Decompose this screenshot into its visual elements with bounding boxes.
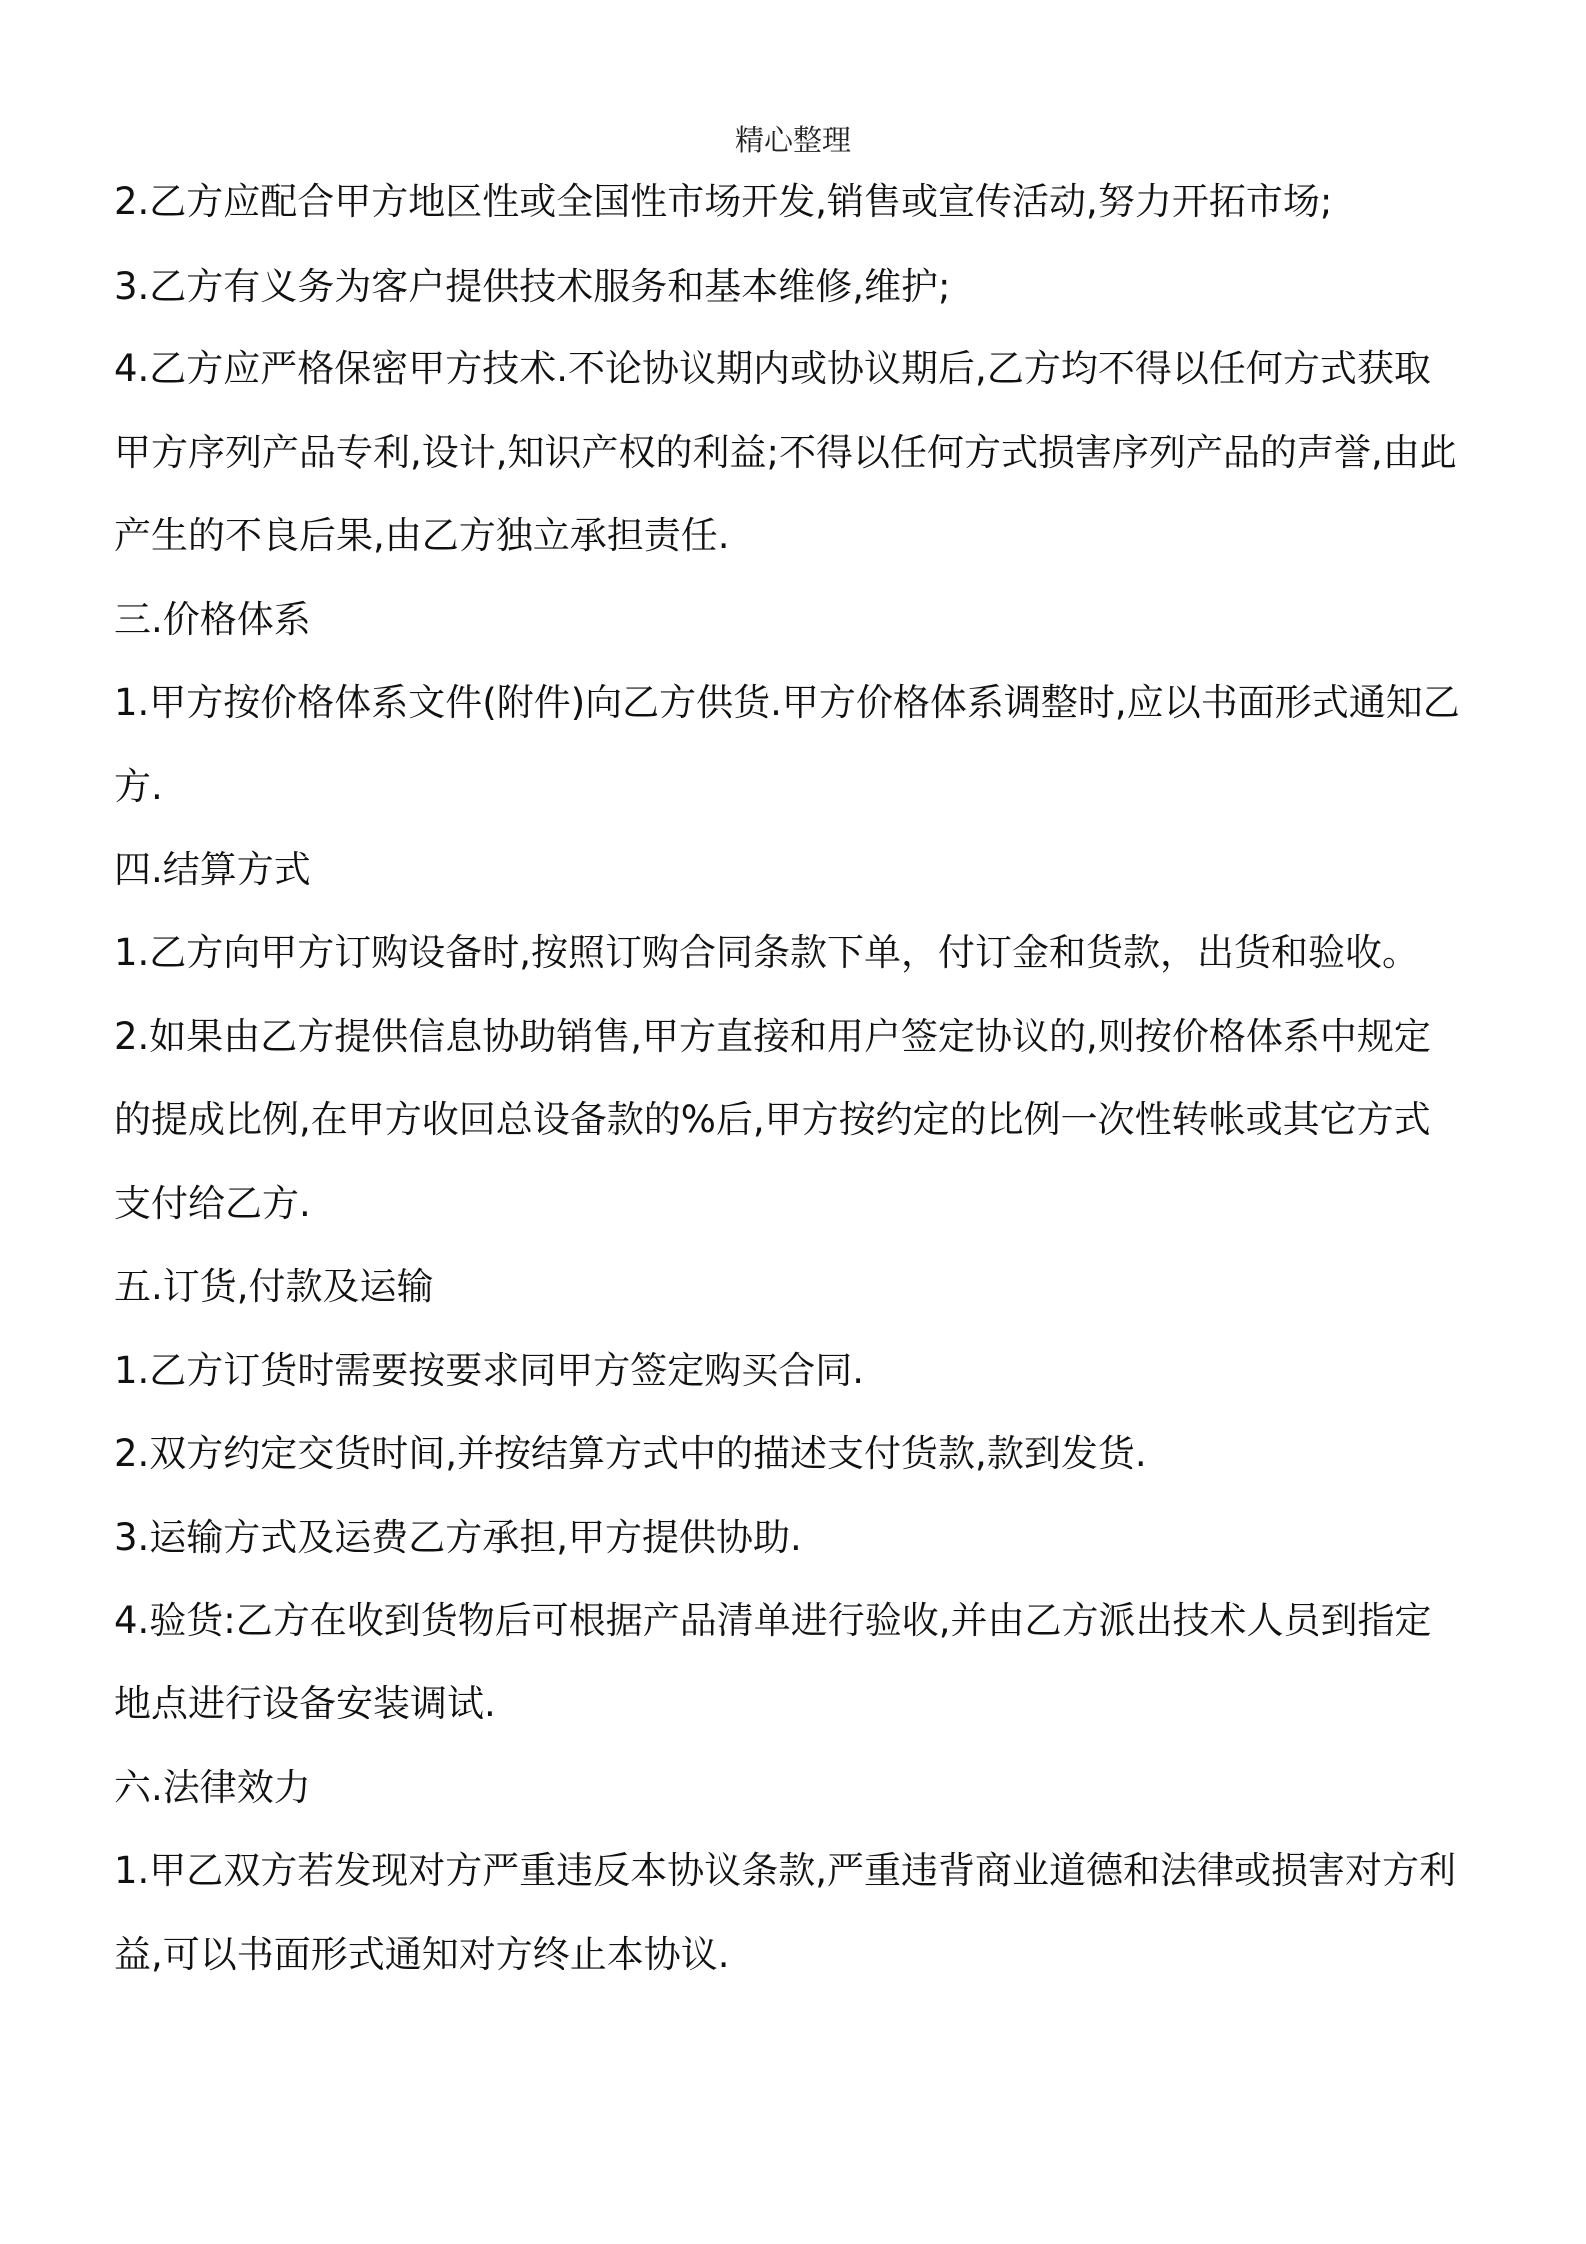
text-line: 1.甲方按价格体系文件(附件)向乙方供货.甲方价格体系调整时,应以书面形式通知乙: [114, 681, 1460, 724]
text-line: 1.甲乙双方若发现对方严重违反本协议条款,严重违背商业道德和法律或损害对方利: [114, 1849, 1457, 1892]
text-line: 1.乙方向甲方订购设备时,按照订购合同条款下单，付订金和货款，出货和验收。: [114, 931, 1420, 974]
section-heading: 六.法律效力: [114, 1766, 311, 1809]
text-line: 2.双方约定交货时间,并按结算方式中的描述支付货款,款到发货.: [114, 1432, 1147, 1475]
text-line: 支付给乙方.: [114, 1182, 311, 1225]
section-heading: 五.订货,付款及运输: [114, 1265, 434, 1308]
text-line: 4.乙方应严格保密甲方技术.不论协议期内或协议期后,乙方均不得以任何方式获取: [114, 347, 1431, 390]
text-line: 产生的不良后果,由乙方独立承担责任.: [114, 514, 730, 557]
text-line: 益,可以书面形式通知对方终止本协议.: [114, 1933, 730, 1976]
text-line: 3.乙方有义务为客户提供技术服务和基本维修,维护;: [114, 265, 951, 308]
text-line: 1.乙方订货时需要按要求同甲方签定购买合同.: [114, 1349, 865, 1392]
text-line: 2.如果由乙方提供信息协助销售,甲方直接和用户签定协议的,则按价格体系中规定: [114, 1015, 1431, 1058]
text-line: 甲方序列产品专利,设计,知识产权的利益;不得以任何方式损害序列产品的声誉,由此: [114, 431, 1457, 474]
text-line: 2.乙方应配合甲方地区性或全国性市场开发,销售或宣传活动,努力开拓市场;: [114, 180, 1333, 223]
text-line: 的提成比例,在甲方收回总设备款的%后,甲方按约定的比例一次性转帐或其它方式: [114, 1098, 1431, 1141]
page-header: 精心整理: [734, 123, 851, 157]
text-line: 4.验货:乙方在收到货物后可根据产品清单进行验收,并由乙方派出技术人员到指定: [114, 1599, 1432, 1642]
text-line: 地点进行设备安装调试.: [114, 1682, 496, 1725]
text-line: 3.运输方式及运费乙方承担,甲方提供协助.: [114, 1516, 802, 1559]
section-heading: 三.价格体系: [114, 598, 311, 641]
text-line: 方.: [114, 765, 163, 808]
section-heading: 四.结算方式: [114, 848, 311, 891]
